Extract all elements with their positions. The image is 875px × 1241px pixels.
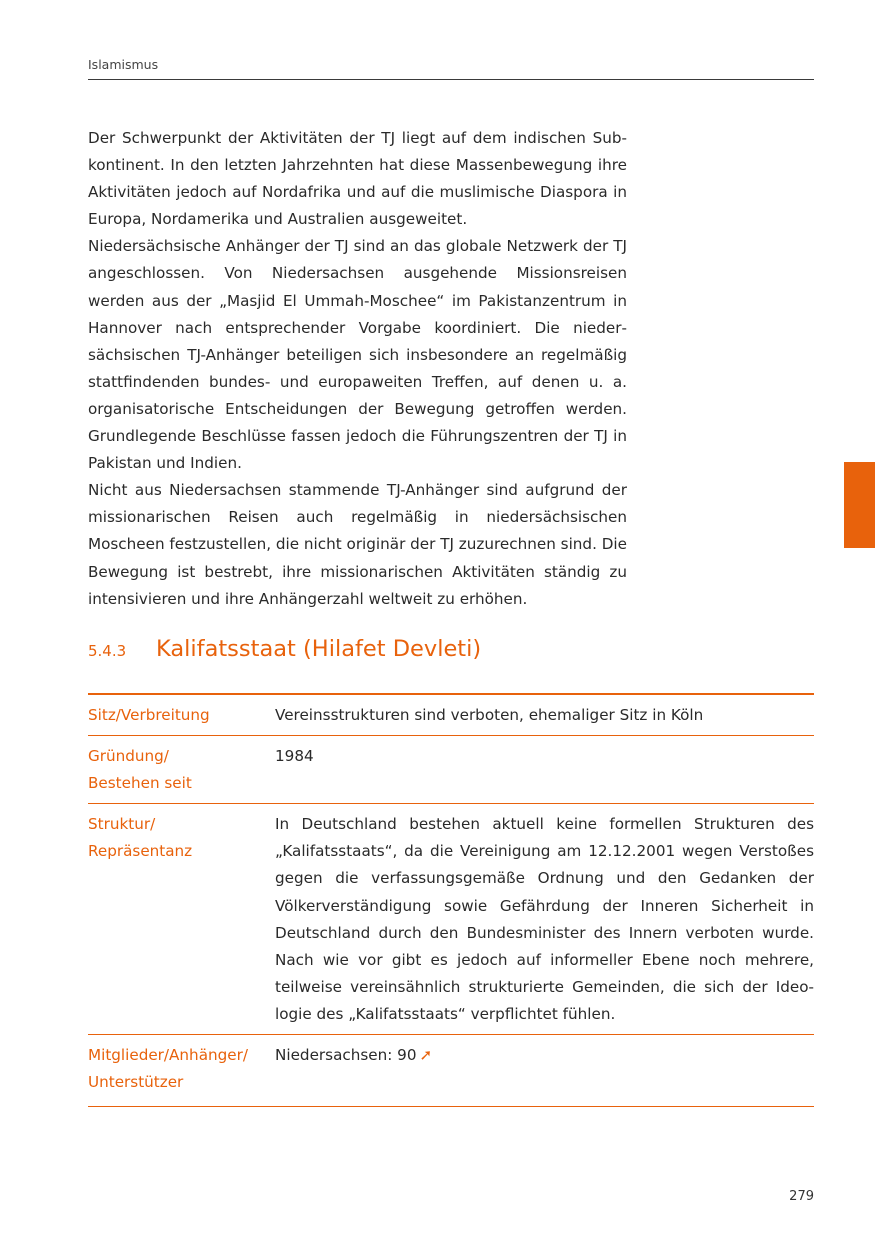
paragraph-1: Der Schwerpunkt der Aktivitäten der TJ liegt auf dem indischen Subkontinent. In den letzten Jahrzehnten hat diese Massenbewegung ihre Aktivitäten jedoch auf Nordafrika und auf die muslimische Diaspora in Europa, Nordamerika und Australien ausgeweitet. (88, 129, 627, 229)
trend-up-arrow-icon: ➚ (419, 1046, 433, 1065)
section-number: 5.4.3 (88, 642, 127, 660)
row-value (275, 1042, 814, 1096)
row-label (88, 702, 275, 729)
row-label-line: Bestehen seit (88, 774, 192, 793)
row-label-line: Repräsentanz (88, 842, 193, 861)
table-row (88, 736, 814, 804)
row-label-line: Unterstützer (88, 1073, 184, 1092)
chapter-side-tab (844, 462, 875, 548)
row-label-line: Mitglieder/Anhänger/ (88, 1046, 248, 1065)
row-label (88, 743, 275, 797)
running-header: Islamismus (88, 57, 159, 72)
row-value: Vereinsstrukturen sind verboten, ehemaliger Sitz in Köln (275, 706, 704, 724)
info-table (88, 693, 814, 1107)
members-count: Niedersachsen: 90 (275, 1046, 417, 1065)
row-value: 1984 (275, 747, 314, 766)
table-row (88, 1035, 814, 1107)
row-label-line: Gründung/ (88, 747, 169, 766)
row-label (88, 1042, 275, 1096)
body-text (88, 125, 627, 613)
section-heading (88, 634, 481, 662)
paragraph-2: Niedersächsische Anhänger der TJ sind an das globale Netzwerk der TJ angeschlossen. Von Niedersachsen ausgehende Missionsreisen werden aus der „Masjid El Ummah-Moschee“ im Pakistanzentrum in Hannover nach entsprechender Vorgabe koordiniert. Die niedersächsischen TJ-Anhänger beteiligen sich insbesondere an regelmäßig stattfindenden bundes- und europaweiten Treffen, auf denen u. a. organisatorische Entscheidungen der Bewegung getroffen werden. Grundlegende Beschlüsse fassen jedoch die Führungszentren der TJ in Pakistan und Indien. (88, 237, 627, 473)
table-row (88, 695, 814, 736)
row-label-line: Struktur/ (88, 815, 156, 834)
table-row (88, 804, 814, 1035)
section-title: Kalifatsstaat (Hilafet Devleti) (156, 636, 482, 662)
row-label (88, 811, 275, 1028)
row-label-line: Sitz/Verbreitung (88, 706, 210, 724)
paragraph-3: Nicht aus Niedersachsen stammende TJ-Anhänger sind aufgrund der missionarischen Reisen auch regelmäßig in niedersächsischen Moscheen festzustellen, die nicht originär der TJ zuzurechnen sind. Die Bewegung ist bestrebt, ihre missionarischen Aktivitäten ständig zu intensivieren und ihre Anhängerzahl weltweit zu erhöhen. (88, 481, 627, 608)
page-number: 279 (789, 1189, 814, 1204)
header-rule (88, 79, 814, 80)
row-value: In Deutschland bestehen aktuell keine formellen Strukturen des „Kalifatsstaats“, da die Vereinigung am 12.12.2001 wegen Verstoßes gegen die verfassungsgemäße Ordnung und den Gedanken der Völkerverständigung sowie Gefährdung der Inneren Sicherheit in Deutschland durch den Bundesminister des Innern verboten wurde. Nach wie vor gibt es jedoch auf informeller Ebene noch mehrere, teilweise vereinsähnlich strukturierte Gemeinden, die sich der Ideologie des „Kalifatsstaats“ verpflichtet fühlen. (275, 815, 814, 1023)
